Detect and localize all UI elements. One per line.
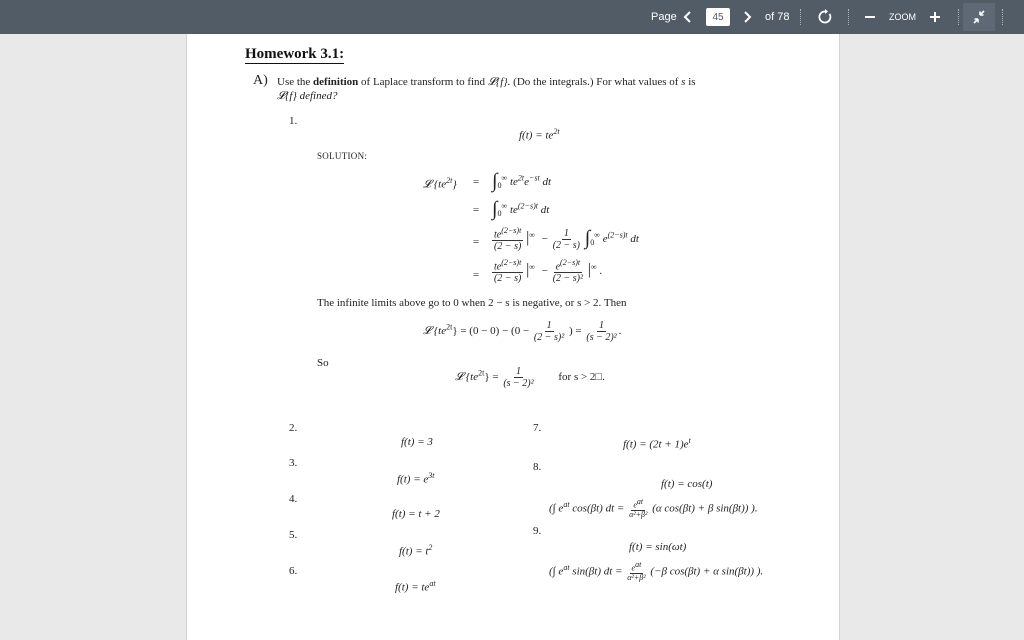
equals-sign: = <box>473 176 480 188</box>
problem-7-number: 7. <box>533 422 542 434</box>
toolbar-divider <box>848 9 849 25</box>
problem-8-number: 8. <box>533 461 542 473</box>
minus-icon <box>862 9 878 25</box>
total-pages-label: of 78 <box>765 11 790 23</box>
equals-sign: = <box>473 236 480 248</box>
rotate-icon <box>817 9 833 25</box>
solution-step-2: $\int_0^\infty$ $te^{(2-s)t}$ dt <box>492 198 550 220</box>
infinite-limits-text: The infinite limits above go to 0 when 2 − s is negative, or s > 2. Then <box>317 297 627 309</box>
toolbar-divider <box>800 9 801 25</box>
solution-step-1: $\int_0^\infty$ $te^{2t}e^{-st}$ dt <box>492 170 552 192</box>
equals-sign: = <box>473 269 480 281</box>
part-a-instructions: Use the definition of Laplace transform to find 𝓛{f}. (Do the integrals.) For what values of s is <box>277 76 696 88</box>
page-label: Page <box>651 11 677 23</box>
solution-step-4: $\frac{te^{(2-s)t}}{(2 - s)}$ |∞ − $\frac{e^{(2-s)t}}{\text{(2 − s)²}}$ |∞ . <box>494 258 603 285</box>
pdf-page <box>186 34 840 640</box>
solution-step-3: $\frac{te^{(2-s)t}}{(2 - s)}$ |∞ − $\frac{1}{(2 - s)}$ $\int_0^\infty$ $e^{(2-s)t}$ dt <box>494 225 639 253</box>
chevron-right-icon <box>742 10 752 24</box>
problem-7-equation: $f(t) = (2t + 1)e^t$ <box>623 436 691 451</box>
problem-2-number: 2. <box>289 422 298 434</box>
so-label: So <box>317 357 329 369</box>
problem-8-hint: (∫ $e^{at}$ cos(βt) dt = $\frac{e^{at}}{\text{α²+β²}}$ (α cos(βt) + β sin(βt)) ). <box>549 497 758 520</box>
problem-4-equation: f(t) = t + 2 <box>392 508 440 520</box>
then-equation: 𝓛 $\{te^{2t}\} = (0 - 0) - (0$ − $\frac{1}{\text{(2 − s)²}}$ ) = $\frac{1}{\text{(s − 2)²}}$ . <box>423 320 622 343</box>
rotate-button[interactable] <box>817 9 833 25</box>
collapse-arrows-icon <box>963 3 995 31</box>
problem-1-equation: $f(t) = te^{2t}$ <box>519 127 560 142</box>
solution-label: SOLUTION: <box>317 151 368 161</box>
equals-sign: = <box>473 204 480 216</box>
problem-5-number: 5. <box>289 529 298 541</box>
problem-5-equation: $f(t) = t^2$ <box>399 543 433 558</box>
next-page-button[interactable] <box>742 0 752 34</box>
problem-6-equation: $f(t) = te^{at}$ <box>395 579 436 594</box>
prev-page-button[interactable] <box>683 0 693 34</box>
problem-4-number: 4. <box>289 493 298 505</box>
page-number-input[interactable]: 45 <box>706 8 730 26</box>
zoom-out-button[interactable] <box>862 9 878 25</box>
problem-9-number: 9. <box>533 525 542 537</box>
solution-lhs: 𝓛 $\{te^{2t}\}$ <box>423 176 457 191</box>
problem-3-equation: $f(t) = e^{3t}$ <box>397 471 435 486</box>
pdf-toolbar <box>0 0 1024 34</box>
toolbar-divider <box>1002 9 1003 25</box>
toolbar-divider <box>958 9 959 25</box>
chevron-left-icon <box>683 10 693 24</box>
problem-6-number: 6. <box>289 565 298 577</box>
problem-1-number: 1. <box>289 115 298 127</box>
zoom-label: ZOOM <box>889 12 916 22</box>
problem-3-number: 3. <box>289 457 298 469</box>
part-a-label: A) <box>253 73 268 88</box>
final-result: 𝓛 $\{te^{2t}\}$ = $\frac{1}{\text{(s − 2)²}}$ for s > 2□. <box>455 366 605 389</box>
part-a-instructions-line2: 𝓛{f} defined? <box>277 90 338 102</box>
problem-8-equation: f(t) = cos(t) <box>661 478 713 490</box>
collapse-button[interactable] <box>963 3 995 31</box>
page-title: Homework 3.1: <box>245 46 345 62</box>
problem-2-equation: f(t) = 3 <box>401 436 433 448</box>
plus-icon <box>927 9 943 25</box>
problem-9-equation: f(t) = sin(ωt) <box>629 541 687 553</box>
zoom-in-button[interactable] <box>927 9 943 25</box>
problem-9-hint: (∫ $e^{at}$ sin(βt) dt = $\frac{e^{at}}{\text{α²+β²}}$ (−β cos(βt) + α sin(βt)) ). <box>549 560 764 583</box>
